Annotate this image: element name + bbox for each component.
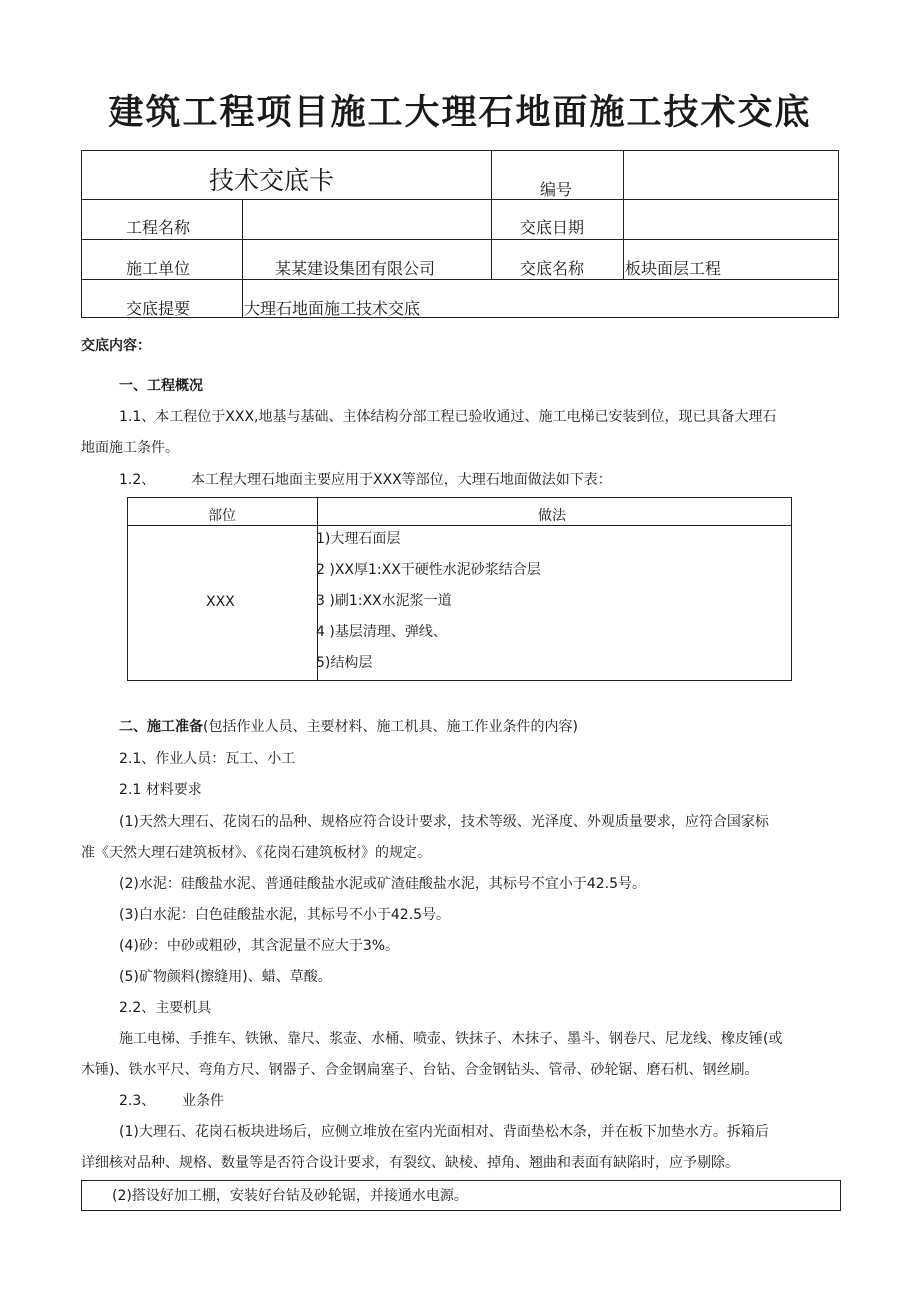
unit-label: 施工单位 (126, 259, 191, 278)
floor-method-table (127, 497, 792, 681)
condition-1-line-2: 详细核对品种、规格、数量等是否符合设计要求，有裂纹、缺棱、掉角、翘曲和表面有缺陷时，应予剔除。 (81, 1155, 739, 1171)
condition-2-box (81, 1180, 841, 1211)
paragraph-1-1-line-2: 地面施工条件。 (81, 440, 179, 456)
unit-value: 某某建设集团有限公司 (275, 259, 436, 278)
method-item: 2 )XX厚1:XX干硬性水泥砂浆结合层 (316, 562, 541, 578)
section-2-heading (119, 717, 578, 737)
line-2-3-number: 2.3、 (119, 1093, 156, 1109)
technical-briefing-card (81, 150, 839, 318)
briefing-name-label: 交底名称 (520, 259, 585, 278)
material-1-line-1: (1)天然大理石、花岗石的品种、规格应符合设计要求，技术等级、光泽度、外观质量要求，应符合国家标 (119, 814, 769, 830)
line-2-1-materials: 2.1 材料要求 (119, 782, 202, 798)
section-2-heading-note: (包括作业人员、主要材料、施工机具、施工作业条件的内容) (203, 719, 578, 735)
method-item: 5)结构层 (316, 655, 373, 671)
number-label: 编号 (540, 180, 573, 199)
date-label: 交底日期 (520, 218, 585, 237)
tools-line-2: 木锤)、铁水平尺、弯角方尺、钢器子、合金钢扁塞子、台钻、合金钢钻头、管帚、砂轮锯、磨石机、钢丝刷。 (81, 1062, 759, 1078)
summary-label: 交底提要 (126, 299, 191, 318)
document-title: 建筑工程项目施工大理石地面施工技术交底 (108, 93, 812, 133)
method-item: 3 )刷1:XX水泥浆一道 (316, 593, 452, 609)
briefing-name-value: 板块面层工程 (625, 259, 722, 278)
section-1-heading: 一、工程概况 (119, 378, 203, 394)
table-header-location: 部位 (208, 508, 236, 524)
paragraph-1-2-text: 本工程大理石地面主要应用于XXX等部位，大理石地面做法如下表： (191, 472, 612, 488)
summary-value: 大理石地面施工技术交底 (244, 299, 421, 318)
condition-2: (2)搭设好加工棚，安装好台钻及砂轮锯，并接通水电源。 (112, 1188, 468, 1204)
tools-line-1: 施工电梯、手推车、铁锹、靠尺、浆壶、水桶、喷壶、铁抹子、木抹子、墨斗、钢卷尺、尼龙线、橡皮锤(或 (119, 1031, 783, 1047)
method-item: 4 )基层清理、弹线、 (316, 624, 447, 640)
material-5: (5)矿物颜料(擦缝用)、蜡、草酸。 (119, 969, 332, 985)
material-3: (3)白水泥：白色硅酸盐水泥，其标号不小于42.5号。 (119, 907, 451, 923)
content-heading: 交底内容： (81, 338, 151, 354)
table-header-method: 做法 (538, 508, 566, 524)
table-location-cell: XXX (206, 594, 235, 610)
method-item: 1)大理石面层 (316, 531, 401, 547)
project-name-label: 工程名称 (126, 218, 191, 237)
material-4: (4)砂：中砂或粗砂，其含泥量不应大于3%。 (119, 938, 400, 954)
condition-1-line-1: (1)大理石、花岗石板块进场后，应侧立堆放在室内光面相对、背面垫松木条，并在板下加垫水方。拆箱后 (119, 1124, 769, 1140)
line-2-1-workers: 2.1、作业人员：瓦工、小工 (119, 751, 296, 767)
line-2-3-text: 业条件 (182, 1093, 224, 1109)
paragraph-1-2-number: 1.2、 (119, 472, 156, 488)
section-2-heading-bold: 二、施工准备 (119, 719, 203, 735)
paragraph-1-1-line-1: 1.1、本工程位于XXX,地基与基础、主体结构分部工程已验收通过、施工电梯已安装到位，现已具备大理石 (119, 409, 777, 425)
material-1-line-2: 准《天然大理石建筑板材》、《花岗石建筑板材》的规定。 (81, 845, 431, 861)
line-2-2-tools: 2.2、主要机具 (119, 1000, 212, 1016)
material-2: (2)水泥：硅酸盐水泥、普通硅酸盐水泥或矿渣硅酸盐水泥，其标号不宜小于42.5号。 (119, 876, 647, 892)
card-title: 技术交底卡 (209, 166, 335, 195)
